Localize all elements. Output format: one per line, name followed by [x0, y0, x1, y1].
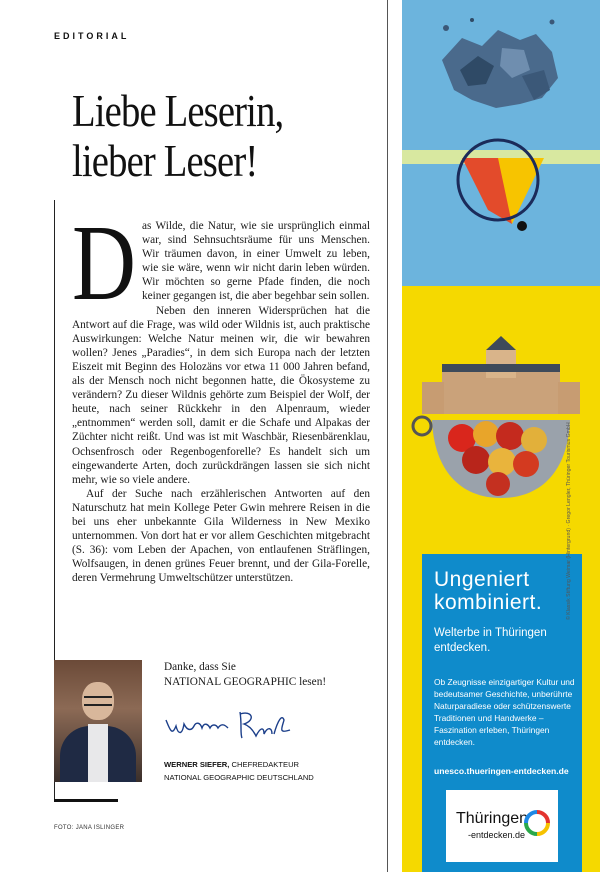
thueringen-logo[interactable] [446, 790, 558, 862]
logo-sub: -entdecken.de [468, 830, 526, 840]
dropcap: D [72, 204, 136, 323]
headline [72, 86, 324, 186]
thanks-line-2: NATIONAL GEOGRAPHIC lesen! [164, 676, 327, 688]
headline-line-2: lieber Leser! [72, 135, 258, 186]
photo-credit: FOTO: JANA ISLINGER [54, 825, 125, 831]
ad-photo-credit: © Klassik Stiftung Weimar (Hintergrund) · Gregor Lengler, Thüringer Tourismus GmbH [566, 422, 572, 620]
thanks-note [164, 660, 326, 690]
logo-name: Thüringen [456, 810, 529, 827]
editor-role: CHEFREDAKTEUR [231, 760, 300, 769]
editor-portrait [54, 660, 142, 782]
ad-url-link[interactable]: unesco.thueringen-entdecken.de [434, 766, 569, 776]
editor-credit [164, 758, 314, 784]
publication-name: NATIONAL GEOGRAPHIC DEUTSCHLAND [164, 773, 314, 782]
rocks-illustration [402, 0, 600, 240]
paragraph-3: Auf der Suche nach erzählerischen Antworten auf den Naturschutz hat mein Kollege Peter Gwin mehrere Reisen in die bei uns eher unbekannte Gila Wilderness in New Mexiko unternommen. Von dort hat er vor allem Geschichten mitgebracht (S. 36): vom Leben der Apachen, von entlaufenen Sträflingen, Wolfsaugen, in denen grünes Feuer brennt, und der Gila-Forelle, deren Vermehrung Umweltschützer unterstützen. [72, 487, 370, 585]
logo-ring-icon [524, 810, 550, 836]
headline-line-1: Liebe Leserin, [72, 85, 284, 136]
paragraph-2: Neben den inneren Widersprüchen hat die Antwort auf die Frage, was wild oder Wildnis ist, auch praktische Auswirkungen: Welche Natur meinen wir, die wir bewahren wollen? Jenes „Paradies“, in dem sich Europa nach der letzten Eiszeit mit Beginn des Holozäns vor etwa 11 000 Jahren befand, als der Mensch noch nicht begonnen hatte, die Ökosysteme zu verändern? Zu dieser Wildnis gehörte zum Beispiel der Wolf, der heute, nach seiner Rückkehr in den Alpenraum, wieder „entnommen“ werden soll, damit er die Schafe und Alpakas der Züchter nicht reißt. Und was ist mit Waschbär, Riesenbärenklau, Ochsenfrosch oder Regenbogenforelle? Es handelt sich um eingewanderte Arten, doch zurückdrängen lassen sie sich nicht mehr, wie so viele andere. [72, 304, 370, 486]
section-label: EDITORIAL [54, 31, 130, 41]
bottom-rule [54, 799, 118, 802]
editor-name: WERNER SIEFER, [164, 760, 230, 769]
thanks-line-1: Danke, dass Sie [164, 661, 236, 673]
ad-title-line-2: kombiniert. [434, 591, 543, 614]
ad-info-box [422, 554, 582, 872]
paragraph-1 [72, 204, 370, 323]
page-gutter-line [387, 0, 388, 872]
paragraph-1-text: as Wilde, die Natur, wie sie ursprünglich einmal war, sind Sehnsuchtsräume für uns Menschen. Wir träumen davon, in einer Umwelt zu leben, wie sie wäre, wenn wir nicht darin leben würden. Wir möchten so gerne Pfade finden, die noch keiner gegangen ist, die aber begehbar sein sollen. [142, 220, 370, 303]
ad-title-line-1: Ungeniert [434, 568, 530, 591]
ad-subtitle: Welterbe in Thüringen entdecken. [434, 627, 547, 654]
signature-image [160, 700, 310, 750]
ad-title [434, 568, 584, 614]
ad-description: Ob Zeugnisse einzigartiger Kultur und bedeutsamer Geschichte, unberührte Naturparadiese oder schützenswerte Traditionen und Handwerke – Faszination erleben, Thüringen entdecken. [434, 677, 575, 747]
article-body [72, 204, 370, 585]
